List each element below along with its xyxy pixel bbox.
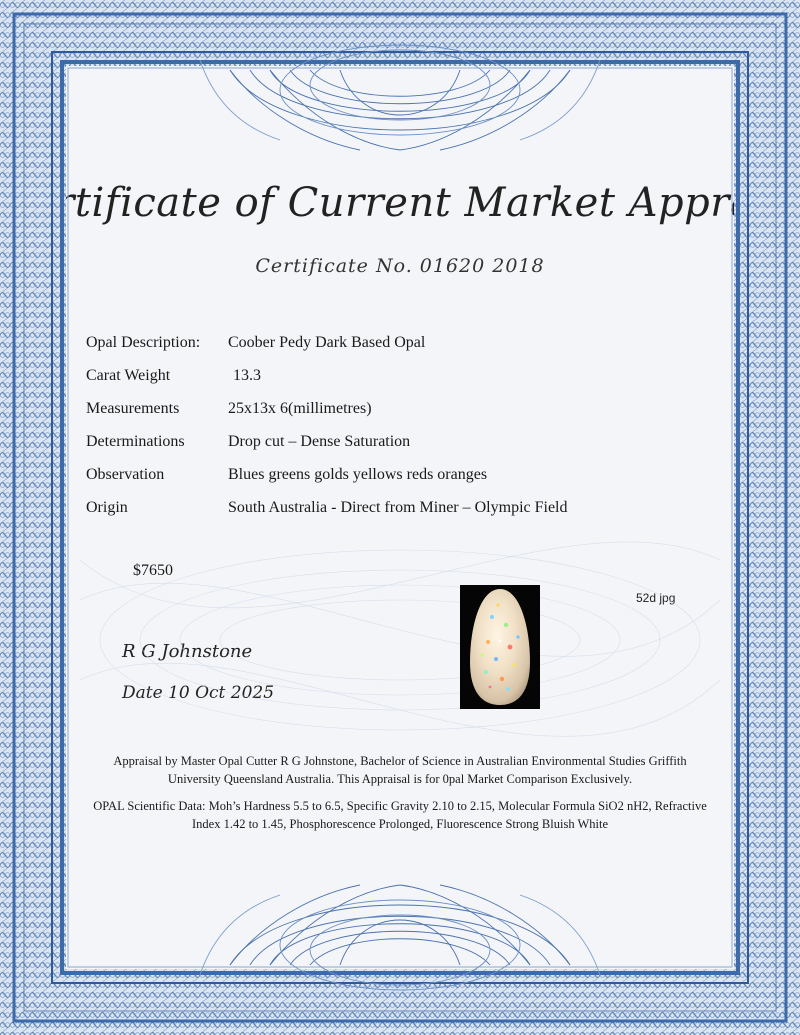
opal-gem [460, 585, 540, 709]
